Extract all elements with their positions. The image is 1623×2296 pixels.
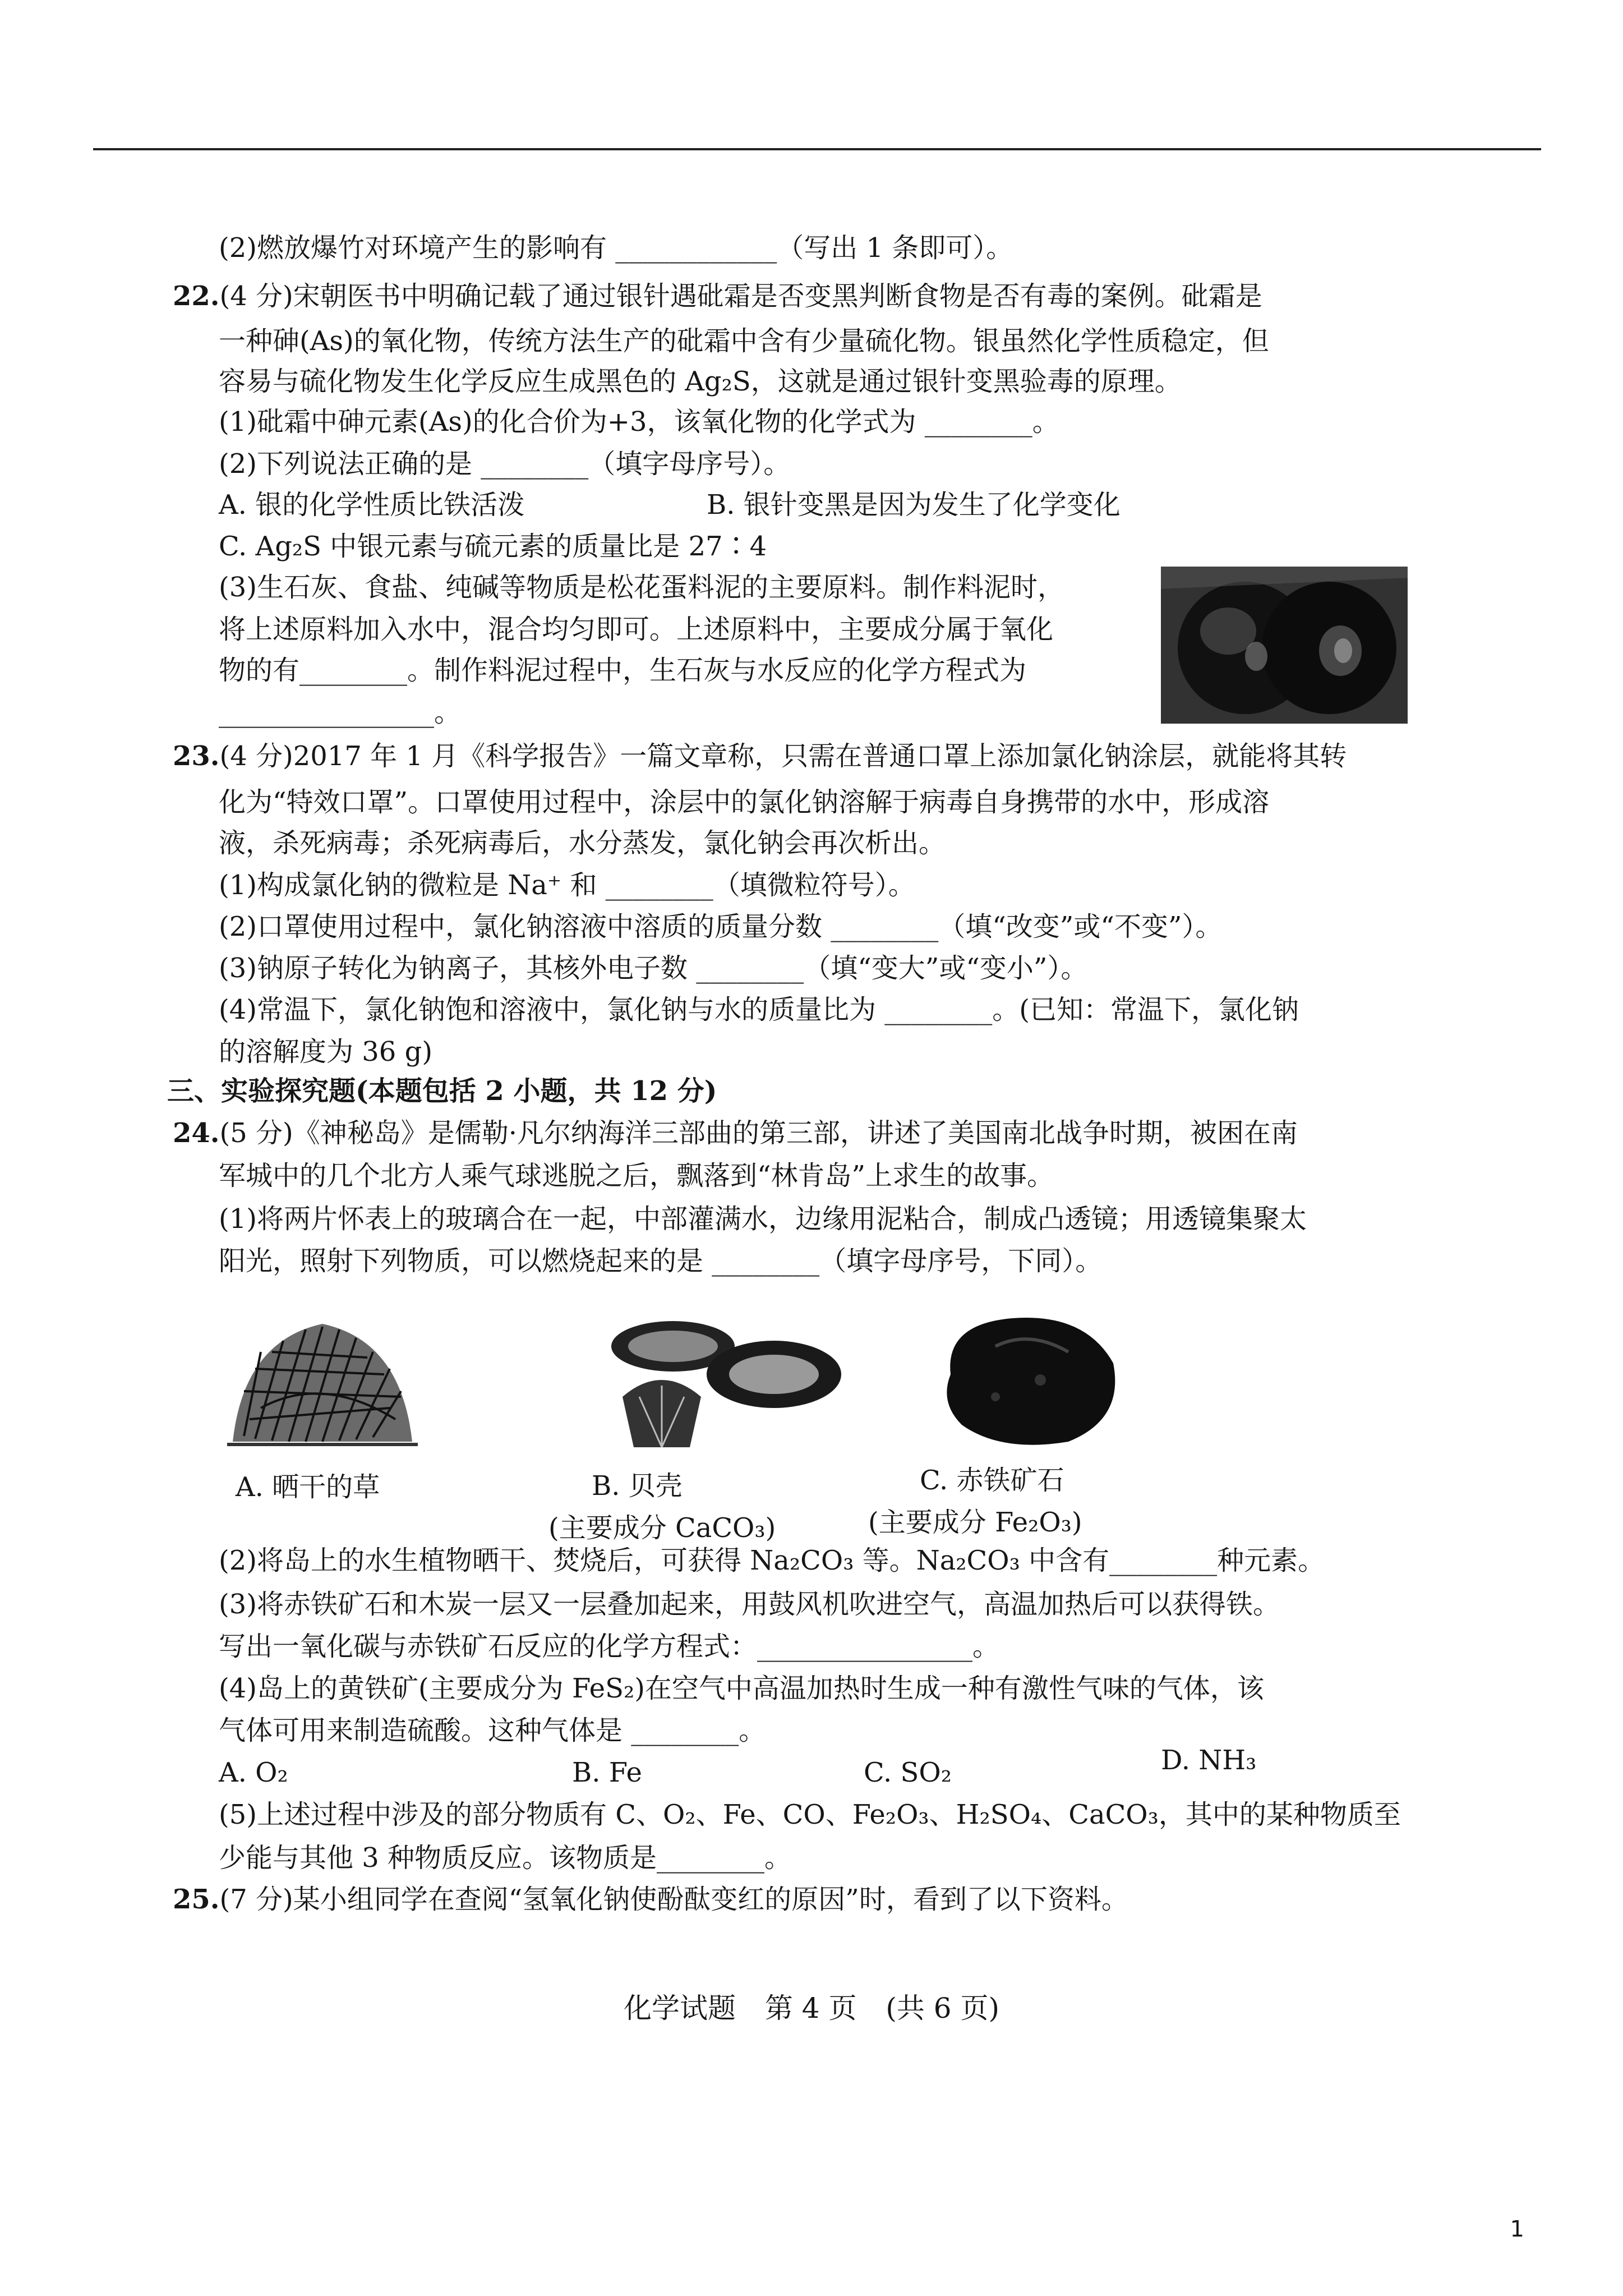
q24-4-2: 气体可用来制造硫酸。这种气体是 ________。 [219, 1715, 766, 1746]
section-heading: 三、实验探究题(本题包括 2 小题，共 12 分) [167, 1075, 717, 1107]
dried-grass-image [222, 1307, 423, 1453]
header-rule [93, 148, 1541, 150]
q24-3: (3)将赤铁矿石和木炭一层又一层叠加起来，用鼓风机吹进空气，高温加热后可以获得铁。 [219, 1589, 1280, 1620]
q23-stem: 23.(4 分)2017 年 1 月《科学报告》一篇文章称，只需在普通口罩上添加氯化钠涂层，就能将其转 [173, 740, 1347, 772]
q22-stem-2: 一种砷(As)的氧化物，传统方法生产的砒霜中含有少量硫化物。银虽然化学性质稳定，但 [219, 325, 1269, 357]
q22-1: (1)砒霜中砷元素(As)的化合价为+3，该氧化物的化学式为 ________。 [219, 406, 1059, 438]
q22-2-option-c: C. Ag₂S 中银元素与硫元素的质量比是 27∶4 [219, 531, 767, 562]
figure-note-shell: (主要成分 CaCO₃) [548, 1512, 776, 1544]
option-b: B. 银针变黑是因为发生了化学变化 [707, 489, 1121, 521]
q23-1: (1)构成氯化钠的微粒是 Na⁺ 和 ________（填微粒符号）。 [219, 869, 915, 901]
hematite-image [928, 1301, 1130, 1453]
page-footer [0, 1986, 1623, 2026]
option-d: D. NH₃ [1161, 1745, 1257, 1776]
option-c: C. SO₂ [864, 1757, 952, 1788]
q22-stem: 22.(4 分)宋朝医书中明确记载了通过银针遇砒霜是否变黑判断食物是否有毒的案例。砒霜是 [173, 280, 1262, 312]
q24-1-2: 阳光，照射下列物质，可以燃烧起来的是 ________（填字母序号，下同）。 [219, 1245, 1103, 1277]
q22-3: (3)生石灰、食盐、纯碱等物质是松花蛋料泥的主要原料。制作料泥时， [219, 572, 1064, 603]
q22-stem-3: 容易与硫化物发生化学反应生成黑色的 Ag₂S，这就是通过银针变黑验毒的原理。 [219, 366, 1182, 397]
shells-image [600, 1307, 847, 1453]
line-21-2: (2)燃放爆竹对环境产生的影响有 ____________（写出 1 条即可）。 [219, 232, 1013, 264]
figure-label-shell: B. 贝壳 [592, 1470, 683, 1502]
q22-3-4: ________________。 [219, 697, 462, 728]
figure-label-hematite: C. 赤铁矿石 [920, 1465, 1064, 1496]
option-a: A. O₂ [219, 1757, 288, 1788]
q24-1: (1)将两片怀表上的玻璃合在一起，中部灌满水，边缘用泥粘合，制成凸透镜；用透镜集聚太 [219, 1203, 1307, 1235]
q24-stem: 24.(5 分)《神秘岛》是儒勒·凡尔纳海洋三部曲的第三部，讲述了美国南北战争时期，被困在南 [173, 1117, 1298, 1149]
q23-4: (4)常温下，氯化钠饱和溶液中，氯化钠与水的质量比为 ________。(已知：常温下，氯化钠 [219, 994, 1299, 1025]
q23-4-2: 的溶解度为 36 g) [219, 1036, 433, 1068]
footer-page: 第 4 页 [764, 1992, 857, 2024]
q25-stem: 25.(7 分)某小组同学在查阅“氢氧化钠使酚酞变红的原因”时，看到了以下资料。 [173, 1884, 1128, 1915]
page-number: 1 [1510, 2216, 1524, 2242]
q23-3: (3)钠原子转化为钠离子，其核外电子数 ________（填“变大”或“变小”）。 [219, 953, 1088, 984]
preserved-egg-photo [1161, 567, 1408, 724]
q24-3-2: 写出一氧化碳与赤铁矿石反应的化学方程式：________________。 [219, 1631, 1000, 1662]
q22-2: (2)下列说法正确的是 ________（填字母序号）。 [219, 448, 791, 480]
q23-stem-2: 化为“特效口罩”。口罩使用过程中，涂层中的氯化钠溶解于病毒自身携带的水中，形成溶 [219, 786, 1270, 818]
q22-3-3: 物的有________。制作料泥过程中，生石灰与水反应的化学方程式为 [219, 655, 1027, 686]
footer-total: (共 6 页) [886, 1992, 1000, 2024]
q24-4: (4)岛上的黄铁矿(主要成分为 FeS₂)在空气中高温加热时生成一种有激性气味的气体，该 [219, 1673, 1264, 1704]
q24-stem-2: 军城中的几个北方人乘气球逃脱之后，飘落到“林肯岛”上求生的故事。 [219, 1160, 1054, 1191]
option-b: B. Fe [572, 1757, 642, 1788]
q24-5: (5)上述过程中涉及的部分物质有 C、O₂、Fe、CO、Fe₂O₃、H₂SO₄、CaCO₃，其中的某种物质至 [219, 1799, 1401, 1830]
q24-5-2: 少能与其他 3 种物质反应。该物质是________。 [219, 1842, 792, 1874]
option-a: A. 银的化学性质比铁活泼 [219, 489, 525, 521]
q24-2: (2)将岛上的水生植物晒干、焚烧后，可获得 Na₂CO₃ 等。Na₂CO₃ 中含有________种元素。 [219, 1545, 1325, 1576]
figure-note-hematite: (主要成分 Fe₂O₃) [868, 1507, 1082, 1538]
q22-3-2: 将上述原料加入水中，混合均匀即可。上述原料中，主要成分属于氧化 [219, 614, 1054, 645]
q23-stem-3: 液，杀死病毒；杀死病毒后，水分蒸发，氯化钠会再次析出。 [219, 827, 946, 859]
footer-subject: 化学试题 [623, 1992, 736, 2024]
q23-2: (2)口罩使用过程中，氯化钠溶液中溶质的质量分数 ________（填“改变”或“不变”）。 [219, 911, 1223, 942]
figure-label-grass: A. 晒干的草 [236, 1471, 380, 1503]
